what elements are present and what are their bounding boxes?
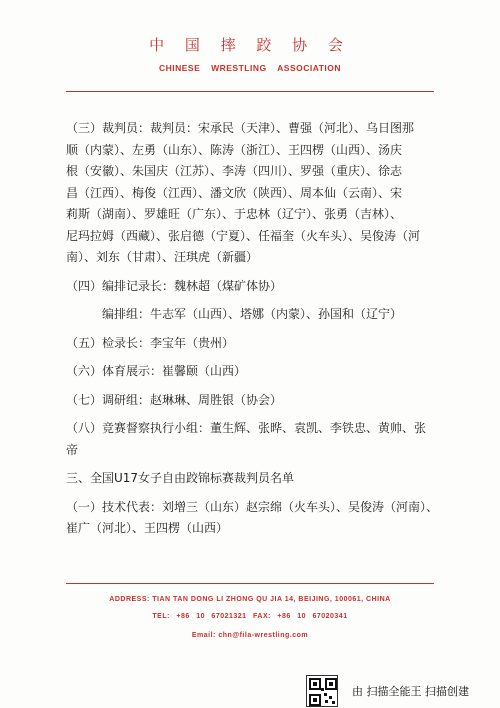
text-line: 编排组：牛志军（山西）、塔娜（内蒙）、孙国和（辽宁） (102, 307, 403, 321)
text-line: 顺（内蒙）、左勇（山东）、陈涛（浙江）、王四楞（山西）、汤庆 (66, 142, 403, 157)
text-line: 尼玛拉姆（西藏）、张启德（宁夏）、任福奎（火车头）、吴俊涛（河 (66, 228, 421, 243)
text-line: （七）调研组：赵琳琳、周胜银（协会） (66, 392, 283, 407)
qr-code-icon (306, 675, 338, 707)
scan-watermark (306, 674, 500, 708)
letterhead-subtitle: CHINESE WRESTLING ASSOCIATION (158, 63, 342, 73)
text-line: （一）技术代表：刘增三（山东）赵宗绵（火车头）、吴俊涛（河南）、 (66, 499, 439, 514)
text-line: （四）编排记录长：魏林超（煤矿体协） (66, 278, 283, 293)
footer-divider (66, 583, 434, 584)
text-line: 帝 (66, 442, 79, 457)
text-line: 根（安徽）、朱国庆（江苏）、李涛（四川）、罗强（重庆）、徐志 (66, 164, 403, 178)
text-line: 南）、刘东（甘肃）、汪琪虎（新疆） (66, 250, 259, 264)
letterhead-title: 中 国 摔 跤 协 会 (149, 36, 351, 54)
scan-watermark-text: 由 扫描全能王 扫描创建 (352, 685, 469, 698)
text-line: （八）竞赛督察执行小组：董生辉、张晔、袁凯、李铁忠、黄帅、张 (66, 421, 427, 435)
footer-phone: TEL: +86 10 67021321 FAX: +86 10 67020341 (152, 613, 348, 620)
section-heading: 三、全国U17女子自由跤锦标赛裁判员名单 (66, 471, 295, 485)
text-line: （五）检录长：李宝年（贵州） (66, 335, 235, 350)
header-divider (66, 91, 434, 92)
text-line: 莉斯（湖南）、罗雄旺（广东）、于忠林（辽宁）、张勇（吉林）、 (66, 207, 403, 221)
text-line: 昌（江西）、梅俊（江西）、潘文欣（陕西）、周本仙（云南）、宋 (66, 185, 403, 200)
text-line: （三）裁判员：裁判员：宋承民（天津）、曹强（河北）、乌日图那 (66, 121, 415, 135)
document-body (66, 118, 446, 540)
footer-address: ADDRESS: TIAN TAN DONG LI ZHONG QU JIA 14, BEIJING, 100061, CHINA (109, 596, 391, 603)
text-line: （六）体育展示：崔馨颐（山西） (66, 364, 247, 378)
text-line: 崔广（河北）、王四楞（山西） (66, 521, 229, 535)
footer-email: Email: chn@fila-wrestling.com (191, 632, 309, 639)
